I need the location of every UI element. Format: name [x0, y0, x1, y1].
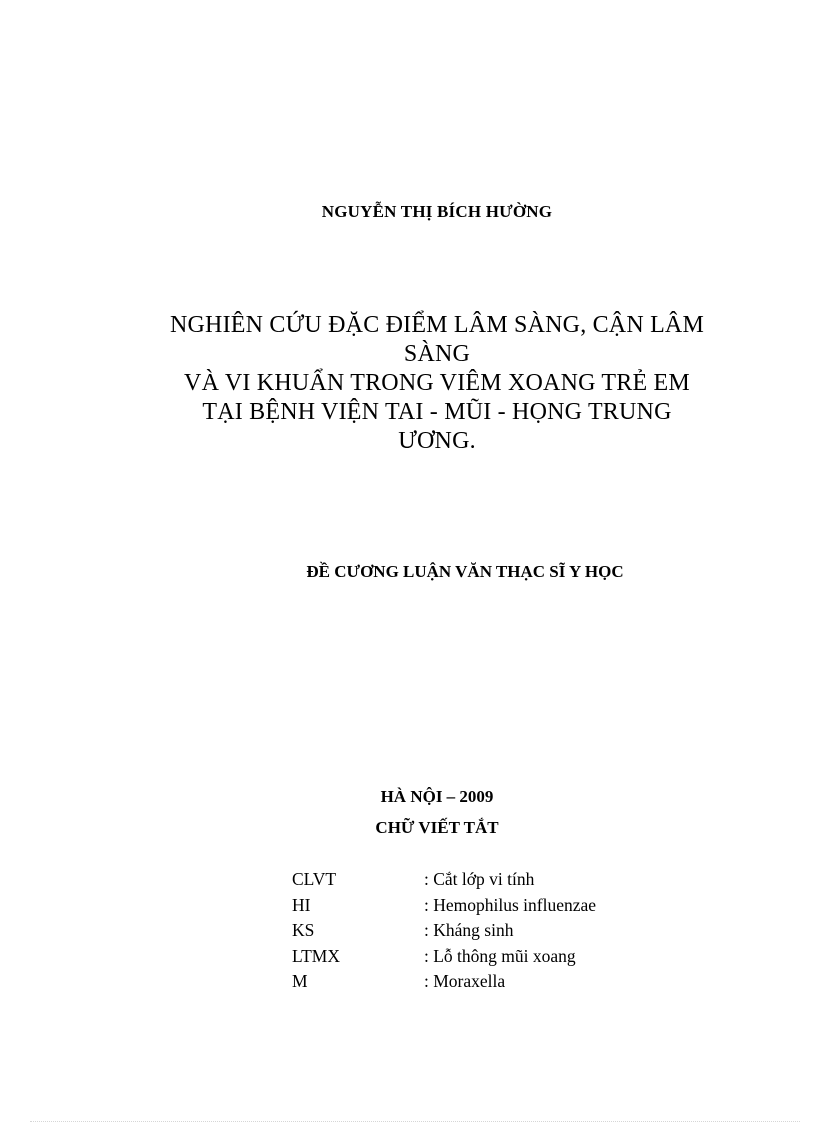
abbreviation-meaning: : Kháng sinh	[424, 920, 514, 941]
title-line: NGHIÊN CỨU ĐẶC ĐIỂM LÂM SÀNG, CẬN LÂM	[169, 312, 705, 338]
abbreviation-key: HI	[292, 894, 311, 915]
abbreviation-row	[292, 944, 692, 970]
thesis-title	[120, 311, 754, 456]
abbreviation-key: M	[292, 971, 308, 992]
abbreviation-row	[292, 893, 692, 919]
place-and-year: HÀ NỘI – 2009	[380, 787, 494, 806]
abbreviation-key: KS	[292, 920, 315, 941]
abbreviation-meaning: : Lỗ thông mũi xoang	[424, 945, 576, 966]
page-bottom-divider	[30, 1121, 800, 1122]
abbreviation-key: LTMX	[292, 945, 340, 966]
title-line: ƯƠNG.	[398, 428, 476, 454]
title-line: SÀNG	[403, 341, 471, 367]
abbreviation-row	[292, 867, 692, 893]
abbreviation-meaning: : Hemophilus influenzae	[424, 894, 597, 915]
abbreviations-heading: CHỮ VIẾT TẮT	[375, 818, 499, 837]
abbreviation-row	[292, 969, 692, 995]
abbreviations-list	[292, 867, 692, 995]
document-type: ĐỀ CƯƠNG LUẬN VĂN THẠC SĨ Y HỌC	[306, 562, 624, 581]
title-line: TẠI BỆNH VIỆN TAI - MŨI - HỌNG TRUNG	[202, 399, 672, 425]
author-name: NGUYỄN THỊ BÍCH HƯỜNG	[321, 202, 553, 221]
abbreviation-meaning: : Moraxella	[424, 971, 506, 992]
title-line: VÀ VI KHUẨN TRONG VIÊM XOANG TRẺ EM	[184, 370, 690, 396]
abbreviation-row	[292, 918, 692, 944]
abbreviation-key: CLVT	[292, 869, 337, 890]
abbreviation-meaning: : Cắt lớp vi tính	[424, 869, 535, 890]
